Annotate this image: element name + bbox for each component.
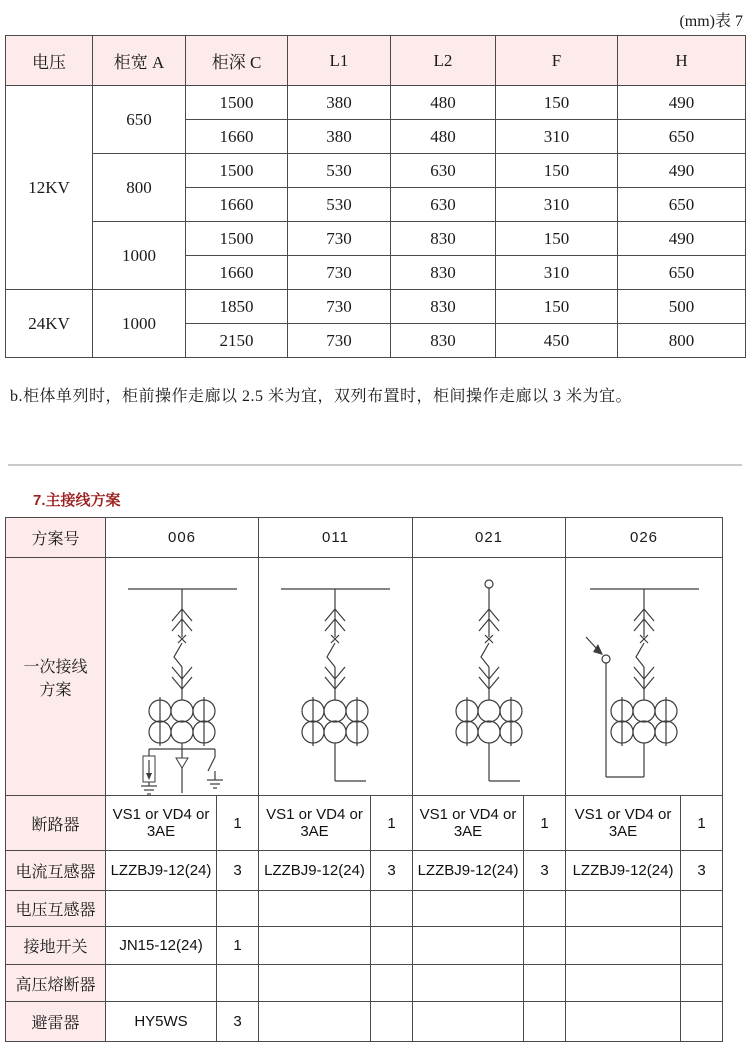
equipment-row-earthing-switch — [6, 927, 723, 965]
qty-cell: 3 — [371, 851, 413, 891]
cell: 480 — [391, 86, 496, 120]
diagram-cell-026 — [566, 558, 723, 796]
wiring-diagram-021 — [413, 559, 566, 795]
model-cell — [413, 927, 524, 965]
cable-terminal — [176, 758, 188, 768]
cell: 500 — [618, 290, 746, 324]
qty-cell: 1 — [681, 796, 723, 851]
qty-cell — [524, 1002, 566, 1042]
qty-cell — [681, 927, 723, 965]
unit-caption: (mm)表 7 — [679, 13, 743, 30]
cell: 830 — [391, 256, 496, 290]
scheme-table — [5, 517, 723, 1042]
equipment-row-breaker — [6, 796, 723, 851]
cell: 380 — [288, 120, 391, 154]
qty-cell: 3 — [681, 851, 723, 891]
qty-cell — [524, 891, 566, 927]
model-cell: JN15-12(24) — [106, 927, 217, 965]
wiring-diagram-026 — [566, 559, 723, 795]
model-cell — [413, 1002, 524, 1042]
qty-cell — [681, 965, 723, 1002]
model-cell: LZZBJ9-12(24) — [566, 851, 681, 891]
cell: 1660 — [186, 188, 288, 222]
qty-cell: 1 — [217, 927, 259, 965]
qty-cell — [371, 891, 413, 927]
model-cell — [106, 891, 217, 927]
cell: 730 — [288, 222, 391, 256]
wiring-diagram-006 — [106, 559, 259, 795]
cell: 490 — [618, 222, 746, 256]
section-heading: 7.主接线方案 — [33, 492, 121, 509]
earthing-switch — [208, 757, 215, 771]
model-cell — [259, 927, 371, 965]
qty-cell: 3 — [524, 851, 566, 891]
qty-cell: 1 — [217, 796, 259, 851]
diagram-cell-011 — [259, 558, 413, 796]
dimensions-table — [5, 35, 746, 358]
cell: 1660 — [186, 120, 288, 154]
cell: 530 — [288, 188, 391, 222]
cell: 730 — [288, 290, 391, 324]
row-label: 高压熔断器 — [6, 965, 106, 1002]
model-cell: LZZBJ9-12(24) — [106, 851, 217, 891]
model-cell — [566, 891, 681, 927]
row-label: 电流互感器 — [6, 851, 106, 891]
model-cell: LZZBJ9-12(24) — [413, 851, 524, 891]
row-label: 电压互感器 — [6, 891, 106, 927]
width-cell: 800 — [93, 154, 186, 222]
cell: 1660 — [186, 256, 288, 290]
width-cell: 1000 — [93, 222, 186, 290]
dimensions-header-row — [6, 36, 746, 86]
cell: 490 — [618, 154, 746, 188]
qty-cell — [217, 965, 259, 1002]
col-header-width-a: 柜宽 A — [93, 36, 186, 86]
cell: 490 — [618, 86, 746, 120]
model-cell — [566, 1002, 681, 1042]
cell: 310 — [496, 188, 618, 222]
width-cell: 650 — [93, 86, 186, 154]
separator-line — [8, 464, 742, 466]
cell: 150 — [496, 290, 618, 324]
row-label: 接地开关 — [6, 927, 106, 965]
note-text: b.柜体单列时，柜前操作走廊以 2.5 米为宜，双列布置时，柜间操作走廊以 3 米为宜。 — [10, 388, 633, 405]
row-label: 断路器 — [6, 796, 106, 851]
qty-cell — [681, 1002, 723, 1042]
cell: 800 — [618, 324, 746, 358]
width-cell: 1000 — [93, 290, 186, 358]
model-cell — [259, 965, 371, 1002]
cell: 830 — [391, 324, 496, 358]
cell: 480 — [391, 120, 496, 154]
scheme-011: 011 — [259, 518, 413, 558]
terminal — [485, 580, 493, 588]
equipment-row-voltage-transformer — [6, 891, 723, 927]
diagram-cell-006 — [106, 558, 259, 796]
qty-cell: 1 — [524, 796, 566, 851]
model-cell — [566, 927, 681, 965]
qty-cell — [217, 891, 259, 927]
table-row — [6, 86, 746, 120]
model-cell: VS1 or VD4 or 3AE — [106, 796, 217, 851]
qty-cell — [371, 927, 413, 965]
cell: 1500 — [186, 86, 288, 120]
feed-arrow — [586, 637, 597, 649]
wiring-diagram-011 — [259, 559, 413, 795]
col-header-f: F — [496, 36, 618, 86]
cell: 530 — [288, 154, 391, 188]
cell: 150 — [496, 86, 618, 120]
scheme-006: 006 — [106, 518, 259, 558]
cell: 630 — [391, 188, 496, 222]
cell: 310 — [496, 120, 618, 154]
cell: 1500 — [186, 222, 288, 256]
model-cell: VS1 or VD4 or 3AE — [566, 796, 681, 851]
cell: 650 — [618, 188, 746, 222]
cell: 730 — [288, 324, 391, 358]
row-label: 避雷器 — [6, 1002, 106, 1042]
cell: 1850 — [186, 290, 288, 324]
model-cell: VS1 or VD4 or 3AE — [259, 796, 371, 851]
diagram-cell-021 — [413, 558, 566, 796]
model-cell — [106, 965, 217, 1002]
table-row — [6, 154, 746, 188]
model-cell: LZZBJ9-12(24) — [259, 851, 371, 891]
table-row — [6, 290, 746, 324]
model-cell — [259, 891, 371, 927]
qty-cell — [681, 891, 723, 927]
cell: 650 — [618, 256, 746, 290]
qty-cell — [371, 1002, 413, 1042]
model-cell: HY5WS — [106, 1002, 217, 1042]
col-header-voltage: 电压 — [6, 36, 93, 86]
scheme-header-row — [6, 518, 723, 558]
cell: 830 — [391, 222, 496, 256]
qty-cell — [371, 965, 413, 1002]
model-cell — [259, 1002, 371, 1042]
equipment-row-current-transformer — [6, 851, 723, 891]
equipment-row-hv-fuse — [6, 965, 723, 1002]
cell: 450 — [496, 324, 618, 358]
model-cell — [413, 965, 524, 1002]
qty-cell: 1 — [371, 796, 413, 851]
cell: 2150 — [186, 324, 288, 358]
qty-cell: 3 — [217, 851, 259, 891]
scheme-021: 021 — [413, 518, 566, 558]
scheme-026: 026 — [566, 518, 723, 558]
cell: 650 — [618, 120, 746, 154]
cell: 310 — [496, 256, 618, 290]
cell: 730 — [288, 256, 391, 290]
cell: 150 — [496, 222, 618, 256]
col-header-l2: L2 — [391, 36, 496, 86]
cell: 150 — [496, 154, 618, 188]
voltage-cell: 24KV — [6, 290, 93, 358]
diagram-row-label: 一次接线方案 — [6, 558, 106, 796]
model-cell — [566, 965, 681, 1002]
col-header-h: H — [618, 36, 746, 86]
cell: 630 — [391, 154, 496, 188]
qty-cell: 3 — [217, 1002, 259, 1042]
diagram-row — [6, 558, 723, 796]
qty-cell — [524, 927, 566, 965]
cell: 830 — [391, 290, 496, 324]
cell: 1500 — [186, 154, 288, 188]
terminal — [602, 655, 610, 663]
model-cell — [413, 891, 524, 927]
voltage-cell: 12KV — [6, 86, 93, 290]
col-header-l1: L1 — [288, 36, 391, 86]
scheme-number-label: 方案号 — [6, 518, 106, 558]
table-row — [6, 222, 746, 256]
equipment-row-surge-arrester — [6, 1002, 723, 1042]
cell: 380 — [288, 86, 391, 120]
col-header-depth-c: 柜深 C — [186, 36, 288, 86]
qty-cell — [524, 965, 566, 1002]
model-cell: VS1 or VD4 or 3AE — [413, 796, 524, 851]
